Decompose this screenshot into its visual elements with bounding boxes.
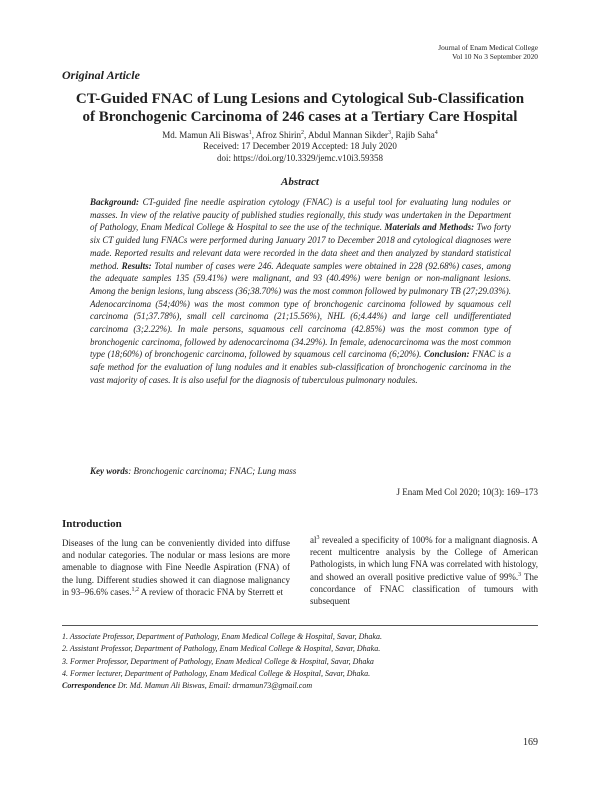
author-1-affil: 1: [248, 130, 252, 136]
author-2-affil: 2: [301, 130, 304, 136]
citation-ref: 3: [316, 535, 320, 541]
introduction-heading: Introduction: [62, 518, 122, 530]
intro-right-text-2: revealed a specificity of 100% for a malignant diagnosis. A recent multicentre analysis by the College of American Pathologists, in which lung FNA was correlated with histology, and showed an overall positive predictive value of 99%.: [310, 535, 538, 582]
results-label: Results:: [121, 260, 152, 271]
intro-right-text-3: The concordance of FNAC classification of tumours with subsequent: [310, 571, 538, 607]
article-title: [40, 90, 560, 126]
doi-link[interactable]: doi: https://doi.org/10.3329/jemc.v10i3.59358: [216, 153, 384, 163]
keywords-label: Key words: [90, 466, 129, 476]
journal-volume: Vol 10 No 3 September 2020: [452, 52, 538, 61]
abstract-body: [90, 196, 511, 387]
correspondence-label: Correspondence: [62, 681, 116, 691]
footnote-1: 1. Associate Professor, Department of Pathology, Enam Medical College & Hospital, Savar, Dhaka.: [62, 632, 382, 641]
keywords-text: : Bronchogenic carcinoma; FNAC; Lung mass: [128, 466, 297, 476]
citation: J Enam Med Col 2020; 10(3): 169–173: [396, 487, 538, 497]
footnote-3: 3. Former Professor, Department of Pathology, Enam Medical College & Hospital, Savar, Dhaka: [62, 656, 374, 666]
background-text: CT-guided fine needle aspiration cytology (FNAC) is a useful tool for evaluating lung nodules or masses. In view of the relative paucity of published studies regionally, this study was undertaken in the Department of Pathology, Enam Medical College & Hospital to see the use of the technique.: [90, 197, 511, 233]
author-2: Afroz Shirin: [255, 130, 301, 140]
author-1: Md. Mamun Ali Biswas: [162, 130, 249, 140]
methods-label: Materials and Methods:: [381, 222, 475, 233]
intro-left-text: Diseases of the lung can be conveniently divided into diffuse and nodular categories. The nodular or mass lesions are more amenable to diagnose with Fine Needle Aspiration (FNA) of the lung. Different studies showed it can diagnose malignancy in 93–96.6% cases.: [62, 538, 290, 597]
intro-column-right: [310, 534, 538, 607]
abstract-heading: Abstract: [281, 176, 319, 188]
citation-ref: 3: [518, 571, 522, 578]
title-line-1: CT-Guided FNAC of Lung Lesions and Cytological Sub-Classification: [75, 91, 525, 107]
methods-text: Two forty six CT guided lung FNACs were performed during January 2017 to December 2018 and cytological diagnoses were made. Reported results and relevant data were recorded in the data sheet and then analyzed by standard statistical method.: [90, 222, 512, 271]
author-4-affil: 4: [434, 130, 438, 136]
author-separator: ,: [391, 130, 396, 140]
intro-column-left: [62, 537, 290, 598]
correspondence: [62, 680, 542, 692]
title-line-2: of Bronchogenic Carcinoma of 246 cases at a Tertiary Care Hospital: [82, 109, 518, 125]
citation-ref: 1,2: [131, 586, 139, 593]
conclusion-label: Conclusion:: [421, 349, 470, 360]
author-separator: ,: [251, 130, 256, 140]
author-3: Abdul Mannan Sikder: [308, 130, 389, 140]
footnote-4: 4. Former lecturer, Department of Pathology, Enam Medical College & Hospital, Savar, Dhaka.: [62, 668, 371, 678]
article-type: Original Article: [62, 68, 140, 82]
author-list: [40, 130, 560, 141]
author-separator: ,: [304, 130, 309, 140]
footnotes: [62, 631, 542, 692]
keywords: [90, 466, 511, 476]
results-text: Total number of cases were 246. Adequate samples were obtained in 228 (92.68%) cases, among the adequate samples 135 (59.41%) were malignant, and 93 (40.49%) were benign or non-malignant lesions. Among the benign lesions, lung abscess (36;38.70%) was the most common followed by pulmonary TB (27;29.03%). Adenocarcinoma (54;40%) was the most common type of bronchogenic carcinoma followed by squamous cell carcinoma (51;37.78%), small cell carcinoma (21;15.56%), NHL (6;4.44%) and large cell undifferentiated carcinoma (3;2.22%). In male persons, squamous cell carcinoma (42.85%) was the most common type of bronchogenic carcinoma, followed by adenocarcinoma (34.29%). In female, adenocarcinoma was the most common type (18;60%) of bronchogenic carcinoma, followed by squamous cell carcinoma (6;20%).: [90, 260, 511, 360]
journal-name: Journal of Enam Medical College: [438, 43, 538, 52]
intro-left-text-2: A review of thoracic FNA by Sterrett et: [139, 586, 283, 597]
footnote-divider: [62, 625, 538, 626]
received-accepted-dates: Received: 17 December 2019 Accepted: 18 July 2020: [203, 141, 397, 151]
correspondence-text: Dr. Md. Mamun Ali Biswas, Email: drmamun73@gmail.com: [115, 681, 313, 691]
footnote-2: 2. Assistant Professor, Department of Pathology, Enam Medical College & Hospital, Savar, Dhaka.: [62, 644, 381, 654]
journal-header: [438, 43, 538, 61]
author-4: Rajib Saha: [395, 130, 435, 140]
conclusion-text: FNAC is a safe method for the evaluation of lung nodules and it enables sub-classification of bronchogenic carcinoma in the vast majority of cases. It is also useful for the diagnosis of tuberculous pulmonary nodules.: [90, 349, 511, 385]
page-number: 169: [523, 737, 538, 748]
background-label: Background:: [90, 197, 140, 207]
author-3-affil: 3: [388, 130, 392, 136]
intro-right-text: al: [310, 535, 317, 545]
